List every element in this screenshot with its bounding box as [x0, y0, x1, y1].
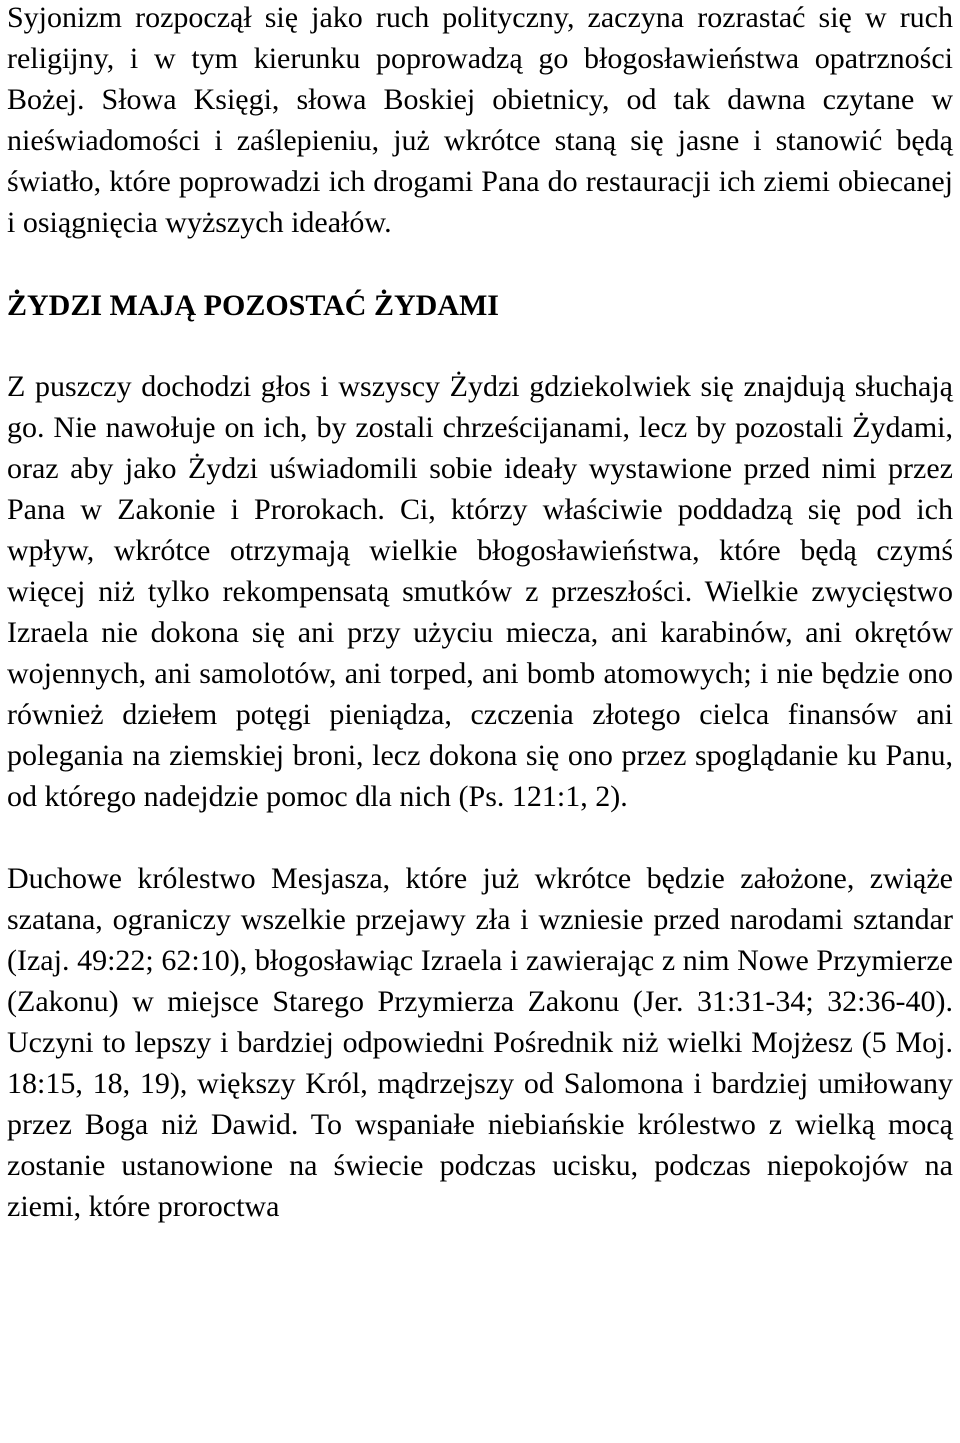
paragraph-z-puszczy: Z puszczy dochodzi głos i wszyscy Żydzi gdziekolwiek się znajdują słuchają go. Nie nawołuje on ich, by zostali chrześcijanami, lecz by pozostali Żydami, oraz aby jako Żydzi uświadomili sobie ideały wystawione przed nimi przez Pana w Zakonie i Prorokach. Ci, którzy właściwie poddadzą się pod ich wpływ, wkrótce otrzymają wielkie błogosławieństwa, które będą czymś więcej niż tylko rekompensatą smutków z przeszłości. Wielkie zwycięstwo Izraela nie dokona się ani przy użyciu miecza, ani karabinów, ani okrętów wojennych, ani samolotów, ani torped, ani bomb atomowych; i nie będzie ono również dziełem potęgi pieniądza, czczenia złotego cielca finansów ani polegania na ziemskiej broni, lecz dokona się ono przez spoglądanie ku Panu, od którego nadejdzie pomoc dla nich (Ps. 121:1, 2). [7, 370, 953, 813]
paragraph-syjonizm: Syjonizm rozpoczął się jako ruch polityczny, zaczyna rozrastać się w ruch religijny, i w tym kierunku poprowadzą go błogosławieństwa opatrzności Bożej. Słowa Księgi, słowa Boskiej obietnicy, od tak dawna czytane w nieświadomości i zaślepieniu, już wkrótce staną się jasne i stanowić będą światło, które poprowadzi ich drogami Pana do restauracji ich ziemi obiecanej i osiągnięcia wyższych ideałów. [7, 1, 953, 239]
paragraph-duchowe-krolestwo: Duchowe królestwo Mesjasza, które już wkrótce będzie założone, zwiąże szatana, ograniczy wszelkie przejawy zła i wzniesie przed narodami sztandar (Izaj. 49:22; 62:10), błogosławiąc Izraela i zawierając z nim Nowe Przymierze (Zakonu) w miejsce Starego Przymierza Zakonu (Jer. 31:31-34; 32:36-40). Uczyni to lepszy i bardziej odpowiedni Pośrednik niż wielki Mojżesz (5 Moj. 18:15, 18, 19), większy Król, mądrzejszy od Salomona i bardziej umiłowany przez Boga niż Dawid. To wspaniałe niebiańskie królestwo z wielką mocą zostanie ustanowione na świecie podczas ucisku, podczas niepokojów na ziemi, które proroctwa [7, 862, 953, 1223]
section-heading: ŻYDZI MAJĄ POZOSTAĆ ŻYDAMI [7, 289, 499, 322]
